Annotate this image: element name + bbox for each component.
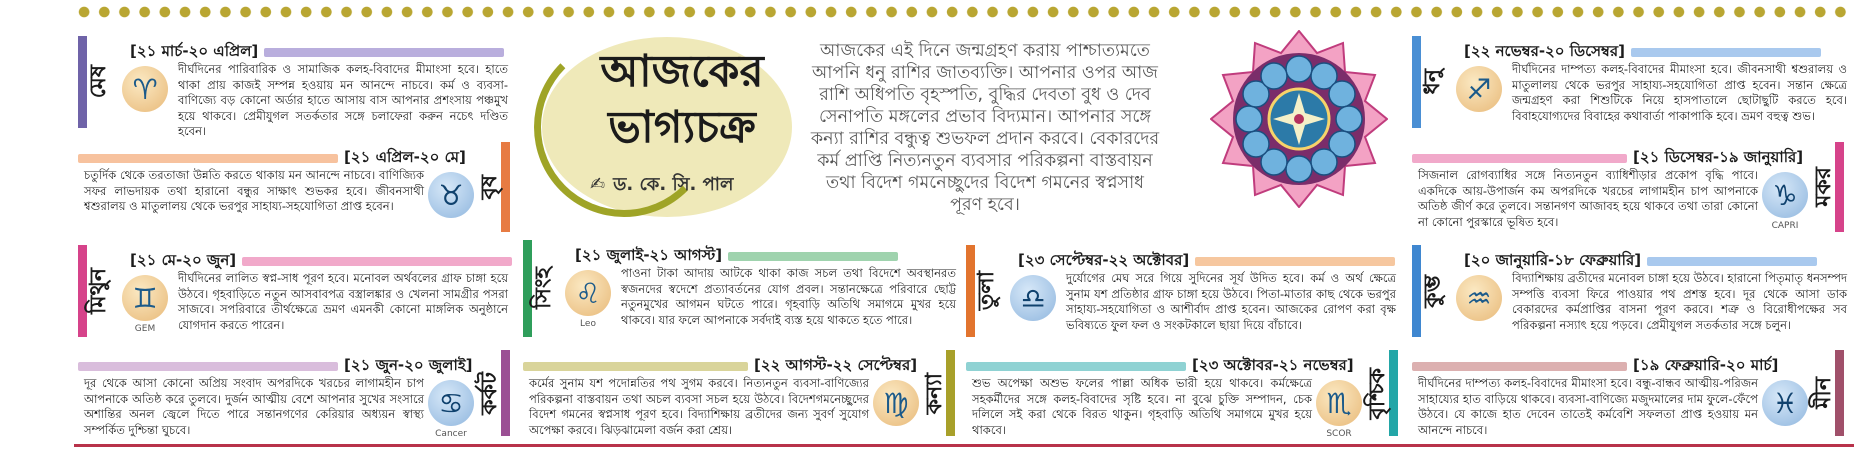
aries-icon: ♈ — [122, 66, 168, 112]
sign-name-meen: মীন — [1811, 377, 1836, 410]
aquarius-icon: ♒ — [1456, 275, 1502, 321]
dates-mithun: [২১ মে-২০ জুন] — [130, 251, 237, 269]
dates-meen: [১৯ ফেব্রুয়ারি-২০ মার্চ] — [1633, 356, 1779, 374]
text-singha: পাওনা টাকা আদায় আটকে থাকা কাজ সচল তথা বিদেশে অবস্থানরত স্বজনদের স্বদেশে প্রত্যাবর্তনের যোগ প্রবল। সন্তানক্ষেত্রে পরিবারে ছোট্ট নতুনমুখের আগমন ঘটতে পারে। গৃহবাড়ি অতিথি সমাগমে মুখর হয়ে থাকবে। যার ফলে আপনাকে সর্বদাই ব্যস্ত হয়ে থাকতে হতে পারে। — [621, 266, 956, 327]
card-mithun — [78, 245, 518, 345]
bar-kanya — [523, 362, 748, 371]
text-kanya: কর্মের সুনাম যশ পদোন্নতির পথ সুগম করবে। নিত্যনতুন ব্যবসা-বাণিজ্যের পরিকল্পনা বাস্তবায়ন তথা অচল ব্যবসা সচল হয়ে উঠবে। বিদেশগমনেচ্ছুদের বিদেশ গমনের স্বপ্নসাধ পূরণ হবে। বিদ্যাশিক্ষায় ব্রতীদের জন্য সুবর্ণ সুযোগ অপেক্ষা করবে। ঝিড়ঝামেলা বর্জন করা শ্রেয়। — [529, 376, 869, 437]
text-dhanu: দীর্ঘদিনের দাম্পত্য কলহ-বিবাদের মীমাংসা হবে। জীবনসাথী শ্বশুরালয় ও মাতুলালয় থেকে ভরপুর সাহায্য-সহযোগিতা প্রাপ্ত হবেন। সন্তান ক্ষেত্রে জন্মগ্রহণ করা শিশুটিকে নিয়ে হাসপাতালে ছোটাছুটি করতে হবে। বিবাহযোগ্যদের বিবাহের কথাবার্তা পাকাপাকি হবে। ভ্রমণ বহুত্ব শুভ। — [1512, 62, 1847, 123]
dates-kanya: [২২ আগস্ট-২২ সেপ্টেম্বর] — [754, 356, 918, 374]
sign-name-mithun: মিথুন — [86, 268, 111, 314]
sign-name-singha: সিংহ — [531, 267, 556, 310]
author-name: ড. কে. সি. পাল — [613, 174, 734, 195]
capricorn-icon: ♑ CAPRI — [1762, 172, 1808, 218]
author-line — [590, 170, 733, 201]
zodiac-wheel-image — [1210, 30, 1388, 208]
dates-brischik: [২৩ অক্টোবর-২১ নভেম্বর] — [1192, 356, 1354, 374]
text-kumbha: বিদ্যাশিক্ষায় ব্রতীদের মনোবল চাঙ্গা হয়ে উঠবে। হারানো পিতৃমাতৃ ধনসম্পদ সম্পত্তি ব্যবসা ফিরে পাওয়ার পথ প্রশস্ত হবে। দূর থেকে আসা ডাক বেকারদের কর্মপ্রাপ্তির বাসনা পূরণ করবে। শত্রু ও বিরোধীপক্ষের সব পরিকল্পনা নস্যাৎ হয়ে পড়বে। প্রেমীযুগল সতর্কতার সঙ্গে চলুন। — [1512, 271, 1847, 332]
bar-kumbha — [1647, 257, 1817, 266]
card-kumbha — [1412, 245, 1852, 345]
dates-tula: [২৩ সেপ্টেম্বর-২২ অক্টোবর] — [1018, 251, 1190, 269]
tab-dhanu — [1412, 36, 1444, 128]
pisces-icon: ♓ — [1762, 380, 1808, 426]
sign-name-tula: তুলা — [974, 271, 999, 311]
card-brisha — [78, 142, 518, 240]
libra-icon: ♎ — [1010, 275, 1056, 321]
dotted-border-top — [74, 5, 1854, 19]
tab-kumbha — [1412, 245, 1444, 337]
text-karkat: দূর থেকে আসা কোনো অপ্রিয় সংবাদ অপরদিকে খরচের লাগামহীন চাপ আপনাকে অতিষ্ঠ করে তুলবে। দুর্জন আত্মীয় বেশে আপনার সুখের সংসারে অশান্তির অনল জ্বেলে দিতে পারে সন্তানগণের কেরিয়ার অধ্যয়ন স্বাস্থ্য সম্পর্কিত দুশ্চিন্তা ঘুচবে। — [84, 376, 424, 437]
bottom-rule — [74, 444, 1854, 447]
sign-name-karkat: কর্কট — [477, 371, 502, 415]
text-meen: দীর্ঘদিনের দাম্পত্য কলহ-বিবাদের মীমাংসা হবে। বন্ধু-বান্ধব আত্মীয়-পরিজন সাহায্যের হাত বাড়িয়ে থাকবে। ব্যবসা-বাণিজ্যে মজুদমালের দাম ফুলে-ফেঁপে উঠবে। যে কাজে হাত দেবেন তাতেই কর্মবেশি সফলতা প্রাপ্ত হওয়ায় মন আনন্দে নাচবে। — [1418, 376, 1758, 437]
sagittarius-icon: ♐ — [1456, 66, 1502, 112]
dates-dhanu: [২২ নভেম্বর-২০ ডিসেম্বর] — [1464, 42, 1625, 60]
dates-makar: [২১ ডিসেম্বর-১৯ জানুয়ারি] — [1633, 148, 1804, 166]
dates-mesh: [২১ মার্চ-২০ এপ্রিল] — [130, 42, 259, 60]
card-singha — [523, 240, 963, 345]
tab-brisha — [478, 142, 510, 232]
card-makar — [1412, 142, 1852, 240]
tab-brischik — [1366, 350, 1398, 436]
text-tula: দুর্যোগের মেঘ সরে গিয়ে সুদিনের সূর্য উদিত হবে। কর্ম ও অর্থ ক্ষেত্রে সুনাম যশ প্রতিষ্ঠার গ্রাফ চাঙ্গা হয়ে উঠবে। পিতা-মাতার কাছ থেকে ভরপুর সাহায্য-সহযোগিতা ও আশীর্বাদ প্রাপ্ত হবেন। আজকের রোপণ করা বৃক্ষ ভবিষ্যতে ফুল ফল ও সংকটকালে ছায়া দিয়ে বাঁচাবে। — [1066, 271, 1396, 332]
bar-mithun — [242, 257, 512, 266]
dates-karkat: [২১ জুন-২০ জুলাই] — [344, 356, 473, 374]
bar-brischik — [966, 362, 1186, 371]
text-makar: সিজনাল রোগব্যাধির সঙ্গে নিত্যনতুন ব্যাধিশীড়ার প্রকোপ বৃদ্ধি পাবে। একদিকে আয়-উপার্জন কম অপরদিকে খরচের লাগামহীন চাপ আপনাকে অতিষ্ঠ জীর্ণ করে তুলবে। সন্তানগণ আজাবহ হয়ে থাকবে তথা তারা কোনো না কোনো পুরস্কারে ভূষিত হবে। — [1418, 168, 1758, 229]
text-brisha: চতুর্দিক থেকে তরতাজা উন্নতি করতে থাকায় মন আনন্দে নাচবে। বাণিজ্যিক সফর লাভদায়ক তথা হারানো বন্ধুর সাক্ষাৎ শুভকর হবে। জীবনসাথী শ্বশুরালয় ও মাতুলালয় থেকে ভরপুর সাহায্য-সহযোগিতা প্রাপ্ত হবেন। — [84, 168, 424, 213]
bar-brisha — [78, 154, 338, 163]
bar-tula — [1195, 257, 1395, 266]
taurus-icon: ♉ — [428, 172, 474, 218]
dates-brisha: [২১ এপ্রিল-২০ মে] — [344, 148, 466, 166]
sign-name-kanya: কন্যা — [922, 372, 947, 414]
bar-meen — [1412, 362, 1627, 371]
card-dhanu — [1412, 36, 1852, 136]
scorpio-icon: ♏ SCOR — [1316, 380, 1362, 426]
leo-icon: ♌ Leo — [565, 270, 611, 316]
virgo-icon: ♍ — [873, 380, 919, 426]
text-mithun: দীর্ঘদিনের লালিত স্বপ্ন-সাধ পূরণ হবে। মনোবল অর্থবলের গ্রাফ চাঙ্গা হয়ে উঠবে। গৃহবাড়িতে নতুন আসবাবপত্র বস্ত্রালঙ্কার ও খেলনা সামগ্রীর পসরা সাজবে। সপরিবারে তীর্থক্ষেত্রে ভ্রমণ এমনকী কোনো মাঙ্গলিক অনুষ্ঠানে যোগদান করতে পারেন। — [178, 271, 508, 332]
bar-mesh — [264, 48, 504, 57]
tab-makar — [1812, 142, 1844, 232]
sign-name-makar: মকর — [1811, 167, 1836, 207]
text-mesh: দীর্ঘদিনের পারিবারিক ও সামাজিক কলহ-বিবাদের মীমাংসা হবে। হাতে থাকা প্রায় কাজই সম্পন্ন হওয়ায় মন আনন্দে নাচবে। কর্ম ও ব্যবসা-বাণিজ্যে বড় কোনো অর্ডার হাতে আসায় বাস আপনার প্রশংসায় পঞ্চমুখ হয়ে থাকবে। প্রেমীযুগল সতর্কতার সঙ্গে চলাফেরা করুন নচেৎ দণ্ডিত হবেন। — [178, 62, 508, 138]
bar-makar — [1412, 154, 1627, 163]
card-tula — [966, 245, 1406, 345]
bar-singha — [728, 252, 898, 261]
tab-singha — [523, 240, 555, 337]
cancer-icon: ♋ Cancer — [428, 380, 474, 426]
tab-tula — [966, 245, 998, 337]
tab-mesh — [78, 36, 110, 128]
card-karkat — [78, 350, 518, 444]
tab-karkat — [478, 350, 510, 436]
card-brischik — [966, 350, 1406, 444]
sign-name-brischik: বৃশ্চিক — [1365, 367, 1390, 419]
gemini-icon: ♊ GEM — [122, 275, 168, 321]
card-meen — [1412, 350, 1852, 444]
bar-karkat — [78, 362, 338, 371]
sign-name-dhanu: ধনু — [1420, 69, 1445, 95]
tab-meen — [1812, 350, 1844, 436]
card-mesh — [78, 36, 518, 136]
page-title: আজকের ভাগ্যচক্র — [600, 46, 764, 153]
dates-singha: [২১ জুলাই-২১ আগস্ট] — [575, 246, 723, 264]
text-brischik: শুভ অপেক্ষা অশুভ ফলের পাল্লা অধিক ভারী হয়ে থাকবে। কর্মক্ষেত্রে সহকর্মীদের সঙ্গে কলহ-বিবাদের সৃষ্টি হবে। না বুঝে চুক্তি সম্পাদন, চেক দলিলে সই করা থেকে বিরত থাকুন। গৃহবাড়ি অতিথি সমাগমে মুখর হয়ে থাকবে। — [972, 376, 1312, 437]
pen-icon: ✍ — [590, 174, 606, 195]
sign-name-kumbha: কুম্ভ — [1420, 274, 1445, 308]
dates-kumbha: [২০ জানুয়ারি-১৮ ফেব্রুয়ারি] — [1464, 251, 1642, 269]
tab-kanya — [923, 350, 955, 436]
tab-mithun — [78, 245, 110, 337]
bar-dhanu — [1631, 48, 1821, 57]
sign-name-mesh: মেষ — [86, 65, 111, 99]
sign-name-brisha: বৃষ — [477, 174, 502, 200]
intro-text: আজকের এই দিনে জন্মগ্রহণ করায় পাশ্চাত্যমতে আপনি ধনু রাশির জাতব্যক্তি। আপনার ওপর আজ রাশি অধিপতি বৃহস্পতি, বুদ্ধির দেবতা বুধ ও দেব সেনাপতি মঙ্গলের প্রভাব বিদ্যমান। আপনার সঙ্গে কন্যা রাশির বন্ধুত্ব শুভফল প্রদান করবে। বেকারদের কর্ম প্রাপ্তি নিত্যনতুন ব্যবসার পরিকল্পনা বাস্তবায়ন তথা বিদেশ গমনেচ্ছুদের বিদেশ গমনের স্বপ্নসাধ পূরণ হবে। — [810, 41, 1160, 215]
card-kanya — [523, 350, 963, 444]
